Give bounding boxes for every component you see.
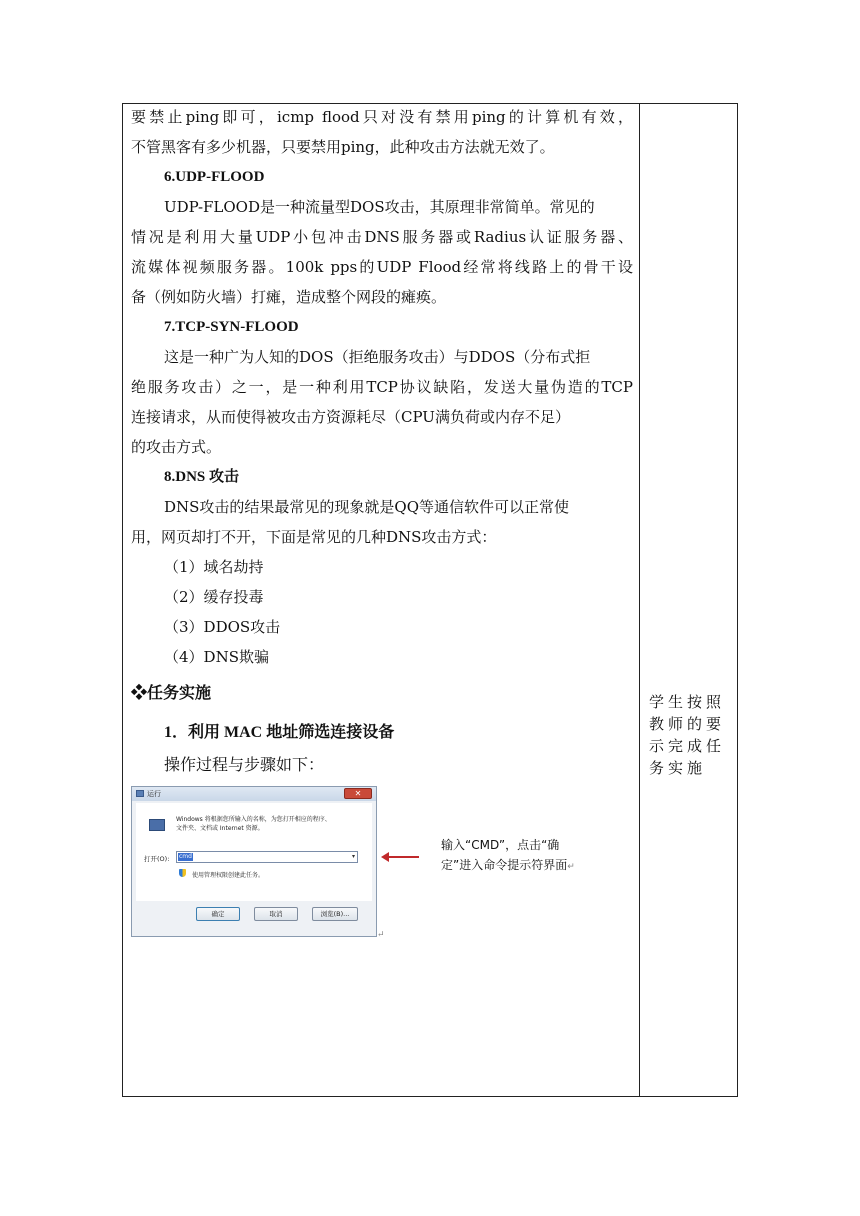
browse-button[interactable]: 浏览(B)...	[312, 907, 358, 921]
body-line: 绝服务攻击）之一，是一种利用TCP协议缺陷，发送大量伪造的TCP	[131, 378, 633, 396]
body-line: 备（例如防火墙）打瘫，造成整个网段的瘫痪。	[131, 288, 447, 306]
list-item: （1）域名劫持	[164, 558, 264, 576]
run-dialog-screenshot	[131, 786, 377, 937]
close-button[interactable]: ✕	[344, 788, 372, 799]
description-line: 文件夹、文档或 Internet 资源。	[176, 825, 264, 832]
dialog-titlebar	[132, 787, 376, 801]
list-item: （3）DDOS攻击	[164, 618, 281, 636]
callout-line	[441, 855, 575, 877]
side-note-line: 务实施	[649, 759, 707, 777]
chevron-down-icon[interactable]: ▾	[351, 853, 355, 860]
callout-line-text: 定”进入命令提示符界面	[441, 858, 568, 872]
body-line: UDP-FLOOD是一种流量型DOS攻击，其原理非常简单。常见的	[164, 198, 595, 216]
body-line: 要禁止ping即可，icmp flood只对没有禁用ping的计算机有效，	[131, 108, 633, 126]
body-line: 情况是利用大量UDP小包冲击DNS服务器或Radius认证服务器、	[131, 228, 633, 246]
cancel-button[interactable]: 取消	[254, 907, 298, 921]
list-item: （2）缓存投毒	[164, 588, 264, 606]
arrow-left-icon	[381, 852, 389, 862]
dialog-description	[176, 815, 331, 833]
body-line: 连接请求，从而使得被攻击方资源耗尽（CPU满负荷或内存不足）	[131, 408, 570, 426]
open-label: 打开(O):	[144, 855, 170, 863]
pointer-arrow	[385, 856, 419, 858]
open-input[interactable]	[176, 851, 358, 863]
paragraph-mark: ↵	[567, 862, 575, 872]
callout-line: 输入“CMD”，点击“确	[441, 838, 560, 852]
task-heading	[131, 684, 211, 704]
open-input-value: cmd	[179, 853, 192, 860]
run-program-icon	[149, 819, 165, 831]
body-line: 不管黑客有多少机器，只要禁用ping，此种攻击方法就无效了。	[131, 138, 555, 156]
column-divider	[639, 103, 640, 1097]
admin-note: 使用管理权限创建此任务。	[192, 872, 265, 879]
side-note-line: 示完成任	[649, 737, 726, 755]
task-title: 任务实施	[147, 685, 212, 702]
side-note-line: 教师的要	[649, 715, 726, 733]
paragraph-mark: ↵	[377, 930, 385, 940]
callout-text	[441, 835, 575, 877]
section-heading: 7.TCP-SYN-FLOOD	[164, 319, 299, 335]
body-line: 的攻击方式。	[131, 438, 222, 456]
section-heading: 8.DNS 攻击	[164, 469, 240, 485]
description-line: Windows 将根据您所输入的名称，为您打开相应的程序、	[176, 816, 331, 823]
dialog-body	[136, 803, 372, 901]
step-intro: 操作过程与步骤如下：	[164, 755, 325, 774]
section-heading: 6.UDP-FLOOD	[164, 169, 265, 185]
body-line: DNS攻击的结果最常见的现象就是QQ等通信软件可以正常使	[164, 498, 570, 516]
dialog-title: 运行	[147, 790, 161, 798]
shield-icon	[179, 869, 186, 877]
side-note-line: 学生按照	[649, 693, 726, 711]
body-line: 这是一种广为人知的DOS（拒绝服务攻击）与DDOS（分布式拒	[164, 348, 591, 366]
body-line: 流媒体视频服务器。100k pps的UDP Flood经常将线路上的骨干设	[131, 258, 633, 276]
run-icon	[136, 790, 144, 797]
step-title: 1．利用 MAC 地址筛选连接设备	[164, 724, 395, 741]
body-line: 用，网页却打不开，下面是常见的几种DNS攻击方式：	[131, 528, 497, 546]
list-item: （4）DNS欺骗	[164, 648, 269, 666]
ok-button[interactable]: 确定	[196, 907, 240, 921]
diamond-bullet-icon: ❖	[131, 685, 148, 702]
